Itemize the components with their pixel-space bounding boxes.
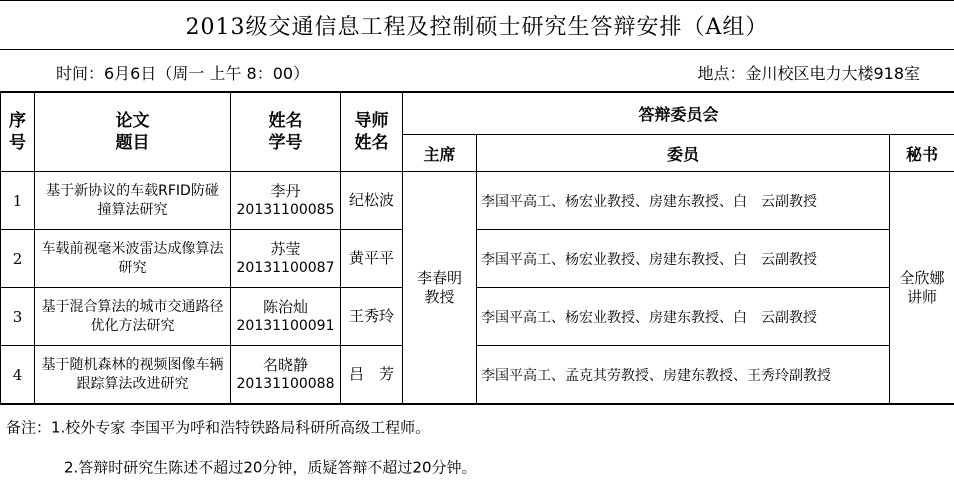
header-name-line2: 学号 <box>268 133 303 153</box>
student-name: 名晓静 <box>262 355 308 374</box>
header-thesis-line1: 论文 <box>115 111 150 131</box>
student-name: 李丹 <box>270 181 301 200</box>
header-name <box>231 93 341 172</box>
row-thesis: 基于随机森林的视频图像车辆跟踪算法改进研究 <box>35 346 231 404</box>
row-no: 4 <box>1 346 35 404</box>
header-chair: 主席 <box>403 135 477 172</box>
header-thesis <box>35 93 231 172</box>
note-line-1: 备注：1.校外专家 李国平为呼和浩特铁路局科研所高级工程师。 <box>6 418 431 437</box>
student-id: 20131100085 <box>236 201 335 218</box>
header-advisor-line1: 导师 <box>354 111 389 131</box>
row-student <box>231 172 341 230</box>
header-thesis-line2: 题目 <box>115 133 150 153</box>
row-no: 2 <box>1 230 35 288</box>
row-advisor: 纪松波 <box>341 172 403 230</box>
row-members: 李国平高工、杨宏业教授、房建东教授、白 云副教授 <box>477 230 890 288</box>
row-no: 3 <box>1 288 35 346</box>
table-row <box>1 172 954 230</box>
header-advisor <box>341 93 403 172</box>
row-members: 李国平高工、孟克其劳教授、房建东教授、王秀玲副教授 <box>477 346 890 404</box>
row-student <box>231 288 341 346</box>
chair-cell <box>403 172 477 404</box>
header-secretary: 秘书 <box>890 135 954 172</box>
header-advisor-line2: 姓名 <box>354 133 389 153</box>
header-seq <box>1 93 35 172</box>
header-committee: 答辩委员会 <box>403 93 954 135</box>
defense-location: 地点：金川校区电力大楼918室 <box>697 64 920 83</box>
row-student <box>231 346 341 404</box>
schedule-table <box>0 92 954 404</box>
note-line-2: 2.答辩时研究生陈述不超过20分钟，质疑答辩不超过20分钟。 <box>64 458 477 477</box>
secretary-cell <box>890 172 954 404</box>
student-name: 苏莹 <box>270 239 301 258</box>
defense-time: 时间：6月6日（周一 上午 8：00） <box>56 64 310 83</box>
row-thesis: 基于混合算法的城市交通路径优化方法研究 <box>35 288 231 346</box>
notes-section <box>0 404 954 481</box>
row-advisor: 王秀玲 <box>341 288 403 346</box>
row-thesis: 基于新协议的车载RFID防碰撞算法研究 <box>35 172 231 230</box>
secretary-title: 讲师 <box>907 287 938 306</box>
row-no: 1 <box>1 172 35 230</box>
header-members: 委员 <box>477 135 890 172</box>
table-row <box>1 230 954 288</box>
table-row <box>1 346 954 404</box>
header-name-line1: 姓名 <box>268 111 303 131</box>
row-members: 李国平高工、杨宏业教授、房建东教授、白 云副教授 <box>477 172 890 230</box>
secretary-name: 全欣娜 <box>899 268 945 287</box>
row-members: 李国平高工、杨宏业教授、房建东教授、白 云副教授 <box>477 288 890 346</box>
chair-name: 李春明 <box>416 268 462 287</box>
student-name: 陈治灿 <box>262 297 308 316</box>
student-id: 20131100087 <box>236 259 335 276</box>
chair-title: 教授 <box>424 287 455 306</box>
header-seq-label: 序号 <box>9 111 26 153</box>
row-thesis: 车载前视毫米波雷达成像算法研究 <box>35 230 231 288</box>
student-id: 20131100091 <box>236 317 335 334</box>
table-row <box>1 288 954 346</box>
page-title: 2013级交通信息工程及控制硕士研究生答辩安排（A组） <box>0 0 954 50</box>
info-line <box>0 50 954 92</box>
row-advisor: 黄平平 <box>341 230 403 288</box>
row-student <box>231 230 341 288</box>
student-id: 20131100088 <box>236 375 335 392</box>
row-advisor: 吕 芳 <box>341 346 403 404</box>
